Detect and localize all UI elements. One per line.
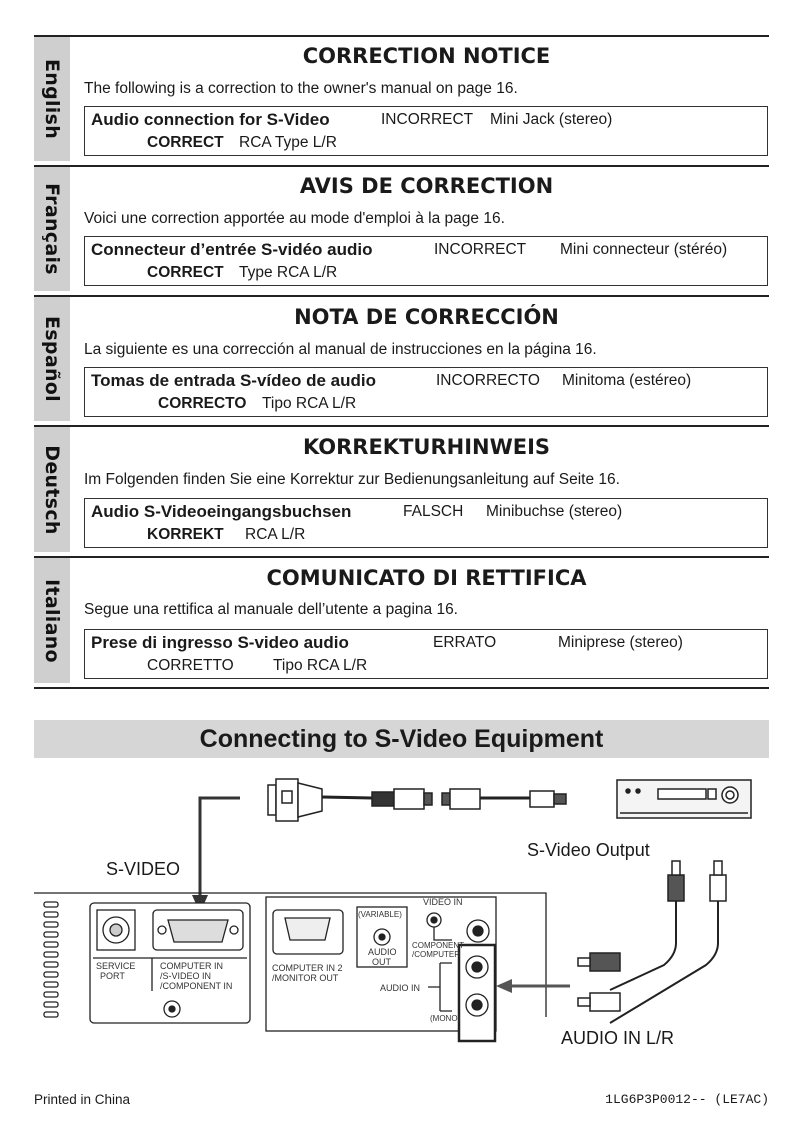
item-name: Connecteur d’entrée S-vidéo audio — [91, 240, 373, 259]
label-video-in: VIDEO IN — [423, 897, 463, 907]
correct-label: CORRECT — [147, 264, 224, 281]
diagram-heading-band — [34, 720, 769, 758]
section-title: COMUNICATO DI RETTIFICA — [266, 566, 587, 590]
label-computer-in2: COMPUTER IN 2 /MONITOR OUT — [272, 963, 343, 983]
language-label: Français — [41, 183, 63, 275]
section-title: CORRECTION NOTICE — [302, 44, 551, 68]
item-name: Audio S-Videoeingangsbuchsen — [91, 502, 352, 521]
section-title: NOTA DE CORRECCIÓN — [294, 305, 559, 329]
section-intro: Im Folgenden finden Sie eine Korrektur zur Bedienungsanleitung auf Seite 16. — [84, 471, 620, 488]
correct-label: CORRECTO — [158, 395, 247, 412]
incorrect-value: Minitoma (estéreo) — [562, 372, 692, 389]
divider — [34, 165, 769, 167]
connection-arrow — [200, 798, 240, 905]
item-name: Prese di ingresso S-video audio — [91, 633, 349, 652]
incorrect-label: INCORRECTO — [436, 372, 540, 389]
label-audio-out: AUDIO OUT — [368, 947, 397, 967]
correction-box — [84, 106, 768, 156]
incorrect-value: Mini connecteur (stéréo) — [560, 241, 728, 258]
connection-diagram — [0, 765, 802, 1085]
language-tab-francais — [34, 167, 70, 291]
correct-label: CORRETTO — [147, 657, 234, 674]
incorrect-label: ERRATO — [433, 634, 497, 651]
language-label: Italiano — [41, 578, 63, 663]
label-variable: (VARIABLE) — [358, 910, 402, 919]
vent-slots — [44, 902, 58, 1017]
divider — [34, 687, 769, 689]
correct-label: CORRECT — [147, 134, 224, 151]
vcr-device — [617, 780, 751, 818]
correct-value: Tipo RCA L/R — [262, 395, 357, 412]
language-tab-italiano — [34, 558, 70, 683]
incorrect-label: INCORRECT — [381, 111, 474, 128]
item-name: Tomas de entrada S-vídeo de audio — [91, 371, 376, 390]
incorrect-label: FALSCH — [403, 503, 464, 520]
correction-box — [84, 498, 768, 548]
language-tab-english — [34, 37, 70, 161]
language-tab-espanol — [34, 297, 70, 421]
svideo-output-label: S-Video Output — [527, 840, 650, 860]
incorrect-value: Minibuchse (stereo) — [486, 503, 623, 520]
correct-value: Tipo RCA L/R — [273, 657, 368, 674]
audio-in-lr-label: AUDIO IN L/R — [561, 1028, 675, 1048]
item-name: Audio connection for S-Video — [91, 110, 330, 129]
divider — [34, 35, 769, 37]
correct-value: Type RCA L/R — [239, 264, 338, 281]
svideo-cable — [268, 779, 566, 821]
language-label: English — [41, 58, 63, 140]
printed-in-china: Printed in China — [34, 1092, 131, 1107]
section-intro: The following is a correction to the owner's manual on page 16. — [84, 80, 518, 97]
svideo-label: S-VIDEO — [106, 859, 181, 879]
correction-box — [84, 629, 768, 679]
label-computer-in: COMPUTER IN /S-VIDEO IN /COMPONENT IN — [160, 961, 233, 991]
divider — [34, 295, 769, 297]
incorrect-value: Miniprese (stereo) — [558, 634, 683, 651]
language-tab-deutsch — [34, 427, 70, 552]
rca-cable — [578, 861, 726, 1023]
section-title: KORREKTURHINWEIS — [302, 435, 551, 459]
label-service-port: SERVICE PORT — [96, 961, 136, 981]
label-mono: (MONO) — [430, 1014, 461, 1023]
section-intro: Segue una rettifica al manuale dell’utente a pagina 16. — [84, 601, 458, 618]
section-title: AVIS DE CORRECTION — [299, 174, 554, 198]
divider — [34, 556, 769, 558]
label-audio-in: AUDIO IN — [380, 983, 421, 993]
language-label: Deutsch — [41, 444, 63, 535]
correction-box — [84, 367, 768, 417]
section-intro: La siguiente es una corrección al manual de instrucciones en la página 16. — [84, 341, 597, 358]
correct-label: KORREKT — [147, 526, 224, 543]
divider — [34, 425, 769, 427]
language-label: Español — [41, 316, 63, 402]
incorrect-label: INCORRECT — [434, 241, 527, 258]
incorrect-value: Mini Jack (stereo) — [490, 111, 613, 128]
diagram-heading: Connecting to S-Video Equipment — [199, 725, 604, 753]
correction-box — [84, 236, 768, 286]
correct-value: RCA Type L/R — [239, 134, 337, 151]
document-code: 1LG6P3P0012-- (LE7AC) — [605, 1092, 769, 1107]
correct-value: RCA L/R — [245, 526, 306, 543]
label-component-computer: COMPONENT /COMPUTER — [412, 941, 464, 959]
section-intro: Voici une correction apportée au mode d'emploi à la page 16. — [84, 210, 505, 227]
